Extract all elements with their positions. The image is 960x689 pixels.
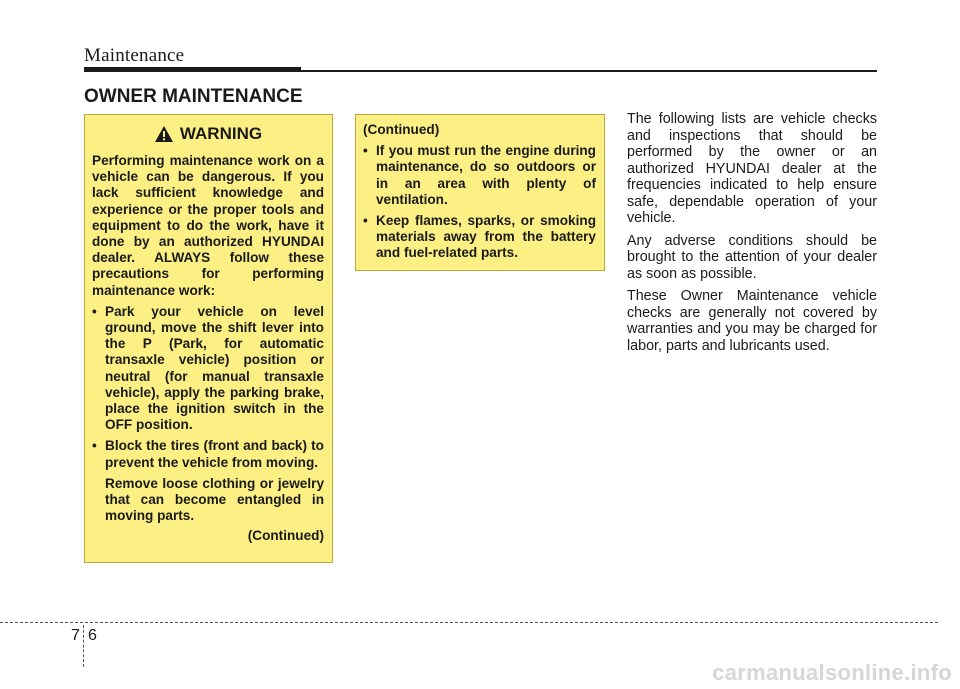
warning-bullet-text: Block the tires (front and back) to prevent the vehicle from moving. (105, 438, 324, 470)
body-paragraph: The following lists are vehicle checks and inspections that should be performed by the owner or an authorized HYUNDAI dealer at the frequencies indicated to help ensure safe, dependable operation of your vehicle. (627, 111, 877, 226)
continued-bullet-text: If you must run the engine during maintenance, do so outdoors or in an area with plenty of ventilation. (376, 143, 596, 207)
continued-heading: (Continued) (363, 122, 440, 137)
bullet-dot: • (92, 438, 97, 454)
body-text-column (627, 111, 877, 360)
bullet-dot: • (92, 303, 97, 319)
watermark: carmanualsonline.info (712, 660, 952, 685)
footer-page-separator (83, 625, 84, 667)
continued-bullet (363, 143, 596, 208)
chapter-number: 7 (71, 627, 80, 644)
page-number: 6 (88, 627, 97, 644)
page-title: OWNER MAINTENANCE (84, 86, 303, 107)
section-header: Maintenance (84, 45, 185, 66)
continued-note: (Continued) (247, 528, 324, 544)
continued-warning-box (355, 114, 605, 271)
warning-box (84, 114, 333, 563)
warning-sub-paragraph: Remove loose clothing or jewelry that can become entangled in moving parts. (105, 475, 324, 524)
header-rule-thick (84, 67, 301, 72)
bullet-dot: • (363, 213, 368, 229)
footer-divider (0, 622, 938, 623)
warning-bullet (92, 304, 324, 434)
body-paragraph: These Owner Maintenance vehicle checks are generally not covered by warranties and you may be charged for labor, parts and lubricants used. (627, 288, 877, 354)
continued-bullet-text: Keep flames, sparks, or smoking materials away from the battery and fuel-related parts. (376, 213, 596, 261)
warning-heading-row (92, 123, 324, 145)
header-rule-thin (301, 70, 877, 72)
body-paragraph: Any adverse conditions should be brought to the attention of your dealer as soon as possible. (627, 232, 877, 282)
warning-intro: Performing maintenance work on a vehicle can be dangerous. If you lack sufficient knowledge and experience or the proper tools and equipment to do the work, have it done by an authorized HYUNDAI dealer. ALWAYS follow these precautions for performing maintenance work: (92, 153, 324, 298)
warning-bullet (92, 438, 324, 470)
warning-triangle-icon (154, 125, 174, 143)
warning-heading: WARNING (179, 123, 263, 143)
warning-bullet-text: Park your vehicle on level ground, move the shift lever into the P (Park, for automatic transaxle vehicle) position or neutral (for manual transaxle vehicle), apply the parking brake, place the ignition switch in the OFF position. (105, 303, 324, 433)
bullet-dot: • (363, 143, 368, 159)
continued-bullet (363, 213, 596, 262)
